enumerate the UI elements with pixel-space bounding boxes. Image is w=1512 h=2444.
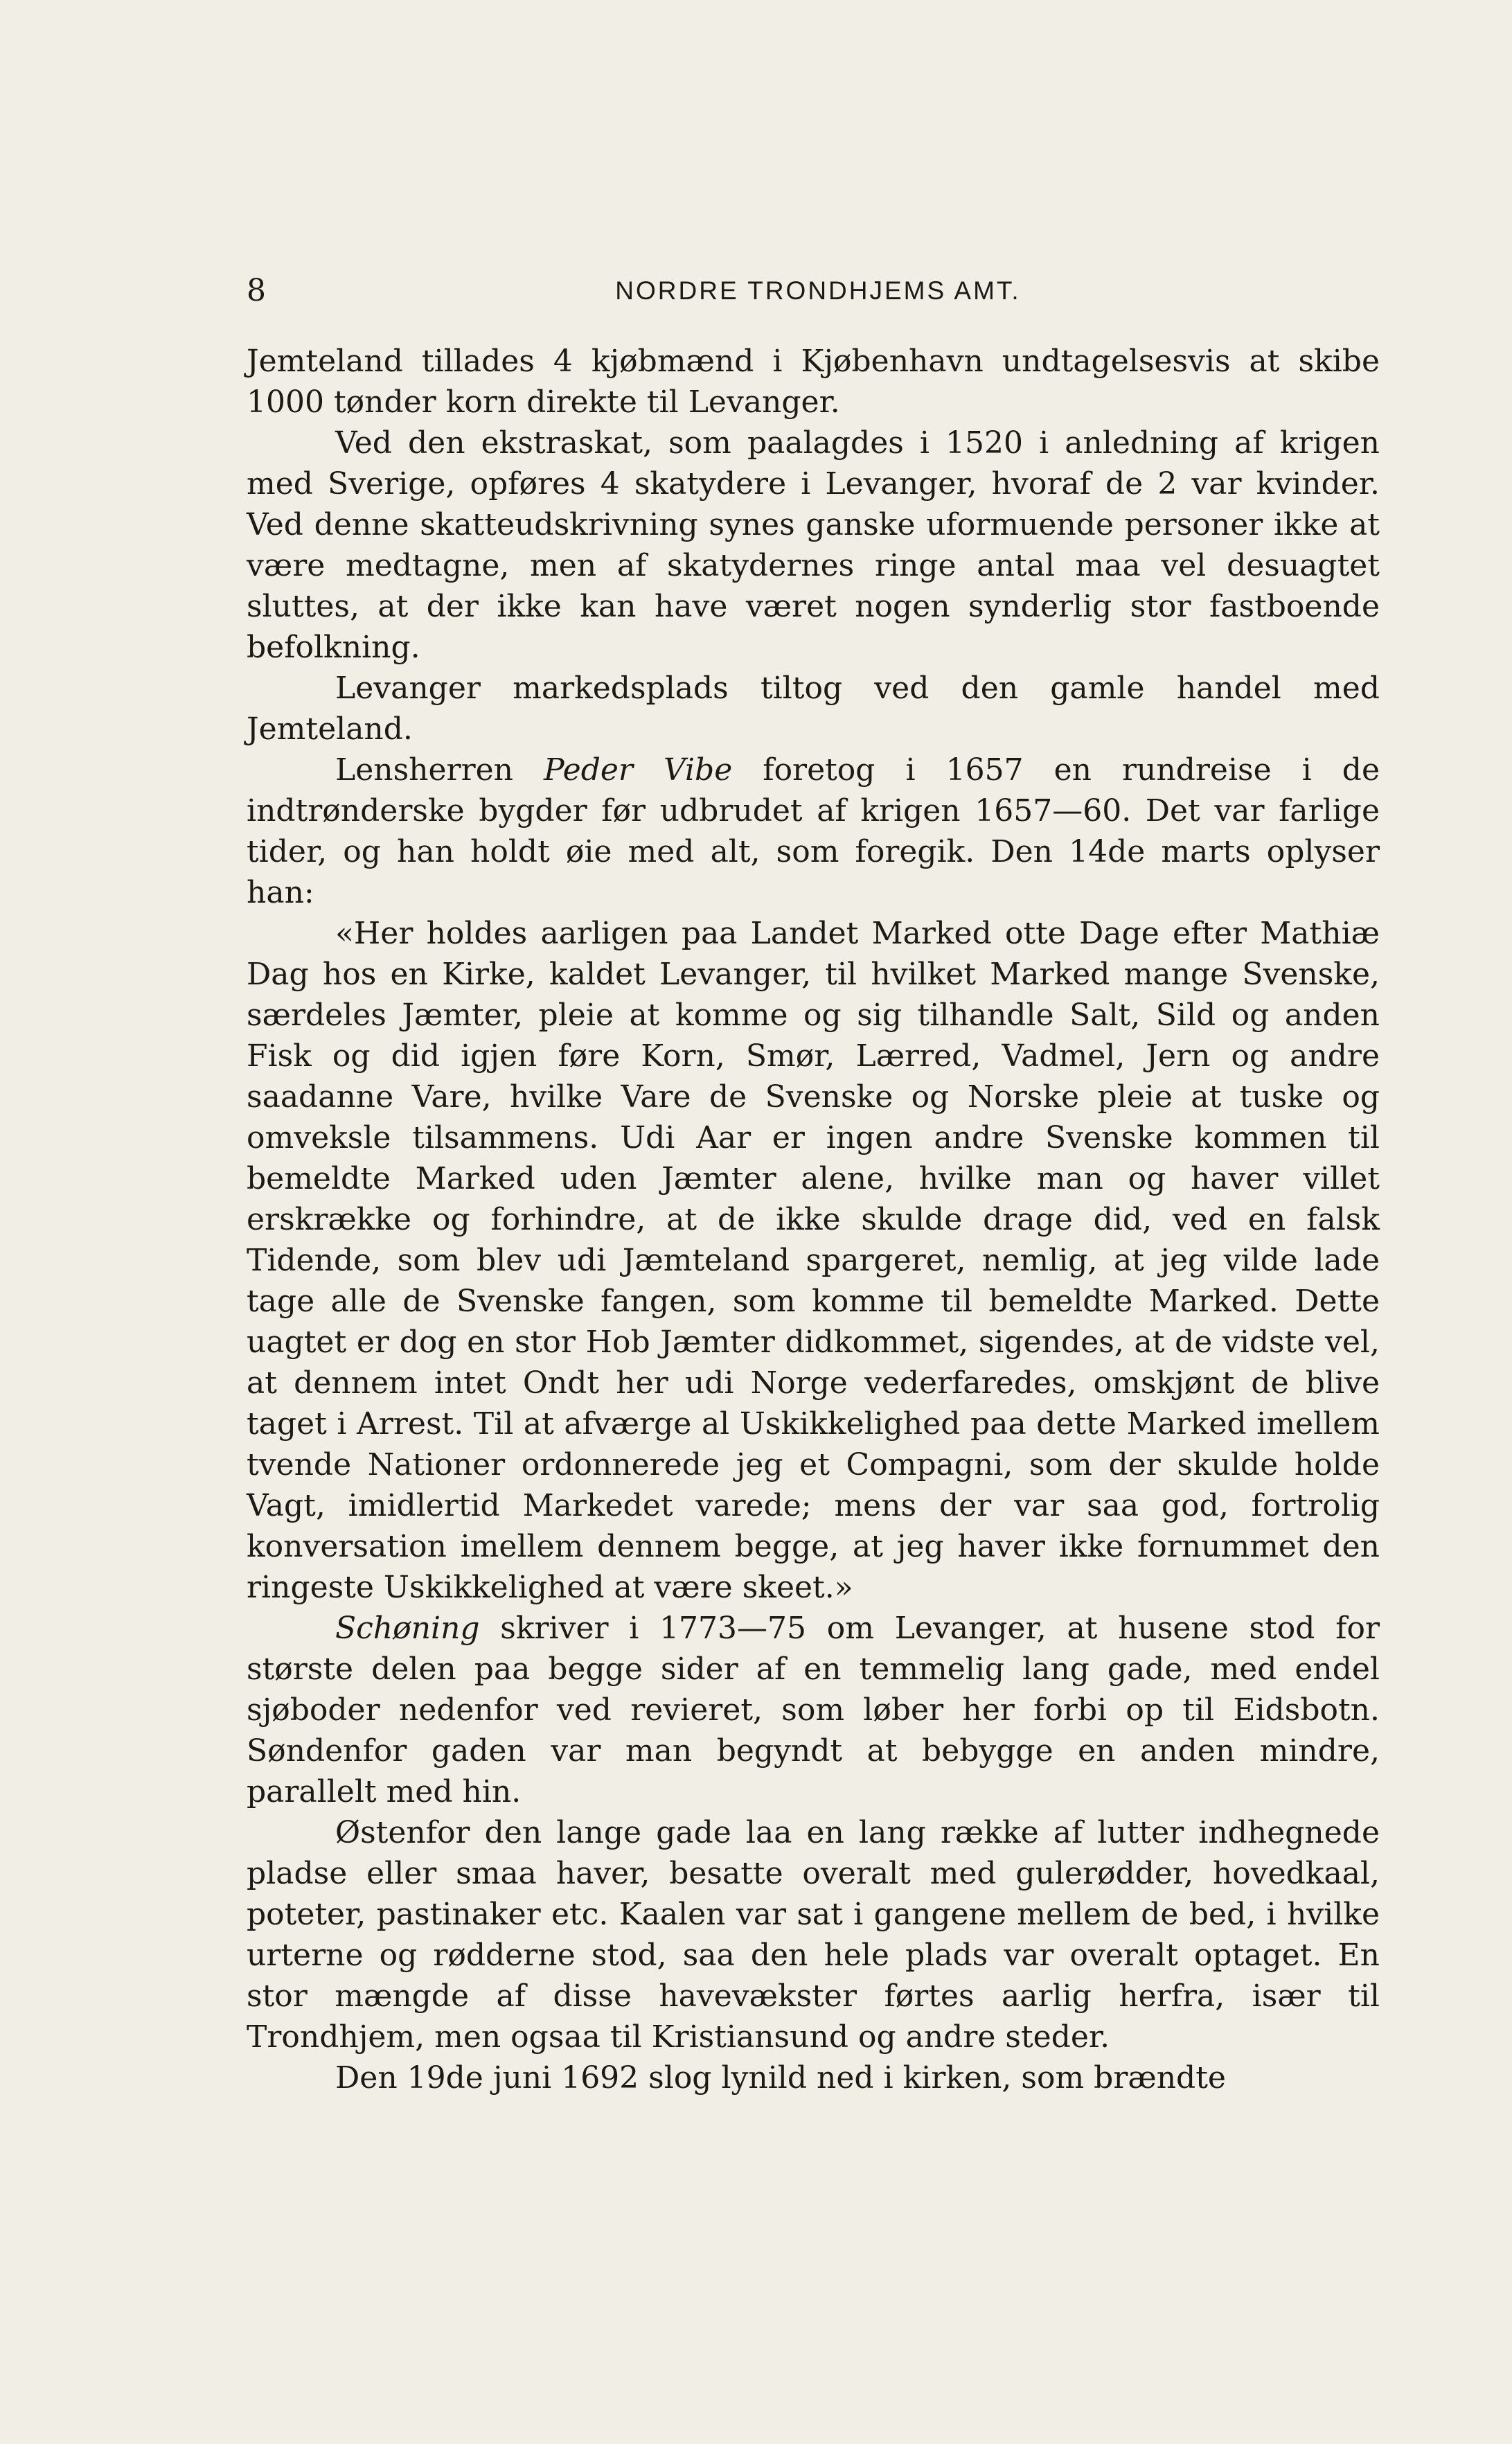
running-head: NORDRE TRONDHJEMS AMT. [615, 276, 1021, 305]
paragraph: Jemteland tillades 4 kjøbmænd i Kjøbenhavn undtagelsesvis at skibe 1000 tønder korn direkte til Levanger. [247, 344, 1380, 420]
paragraph-text: foretog i 1657 en rundreise i de indtrønderske bygder før udbrudet af krigen 1657—60. Det var farlige tider, og han holdt øie med alt, som foregik. Den 14de marts oplyser han: [247, 752, 1380, 910]
paragraph-text: skriver i 1773—75 om Levanger, at husene stod for største delen paa begge sider af en temmelig lang gade, med endel sjøboder nedenfor ved revieret, som løber her forbi op til Eidsbotn. Søndenfor gaden var man begyndt at bebygge en anden mindre, parallelt med hin. [247, 1611, 1380, 1809]
paragraph: Den 19de juni 1692 slog lynild ned i kirken, som brændte [335, 2060, 1226, 2096]
paragraph [247, 750, 1380, 913]
italic-name: Peder Vibe [544, 752, 733, 788]
paragraph: Levanger markedsplads tiltog ved den gamle handel med Jemteland. [247, 671, 1380, 747]
quotation: «Her holdes aarligen paa Landet Marked otte Dage efter Mathiæ Dag hos en Kirke, kaldet Levanger, til hvilket Marked mange Svenske, særdeles Jæmter, pleie at komme og sig tilhandle Salt, Sild og anden Fisk og did igjen føre Korn, Smør, Lærred, Vadmel, Jern og andre saadanne Vare, hvilke Vare de Svenske og Norske pleie at tuske og omveksle tilsammens. Udi Aar er ingen andre Svenske kommen til bemeldte Marked uden Jæmter alene, hvilke man og haver villet erskrække og forhindre, at de ikke skulde drage did, ved en falsk Tidende, som blev udi Jæmteland spargeret, nemlig, at jeg vilde lade tage alle de Svenske fangen, som komme til bemeldte Marked. Dette uagtet er dog en stor Hob Jæmter didkommet, sigendes, at de vidste vel, at dennem intet Ondt her udi Norge vederfaredes, omskjønt de blive taget i Arrest. Til at afværge al Uskikkelighed paa dette Marked imellem tvende Nationer ordonnerede jeg et Compagni, som der skulde holde Vagt, imidlertid Markedet varede; mens der var saa god, fortrolig konversation imellem dennem begge, at jeg haver ikke fornummet den ringeste Uskikkelighed at være skeet.» [247, 916, 1380, 1605]
body-text [247, 341, 1380, 2098]
italic-name: Schøning [335, 1611, 480, 1646]
paragraph: Ved den ekstraskat, som paalagdes i 1520 i anledning af krigen med Sverige, opføres 4 skatydere i Levanger, hvoraf de 2 var kvinder. Ved denne skatteudskrivning synes ganske uformuende personer ikke at være medtagne, men af skatydernes ringe antal maa vel desuagtet sluttes, at der ikke kan have været nogen synderlig stor fastboende befolkning. [247, 425, 1380, 665]
page-header [247, 267, 1389, 315]
paragraph: Østenfor den lange gade laa en lang række af lutter indhegnede pladse eller smaa haver, besatte overalt med gulerødder, hovedkaal, poteter, pastinaker etc. Kaalen var sat i gangene mellem de bed, i hvilke urterne og rødderne stod, saa den hele plads var overalt optaget. En stor mængde af disse havevækster førtes aarlig herfra, især til Trondhjem, men ogsaa til Kristiansund og andre steder. [247, 1815, 1380, 2055]
page-number: 8 [247, 273, 266, 308]
paragraph [247, 1608, 1380, 1812]
paragraph-text: Lensherren [335, 752, 544, 788]
